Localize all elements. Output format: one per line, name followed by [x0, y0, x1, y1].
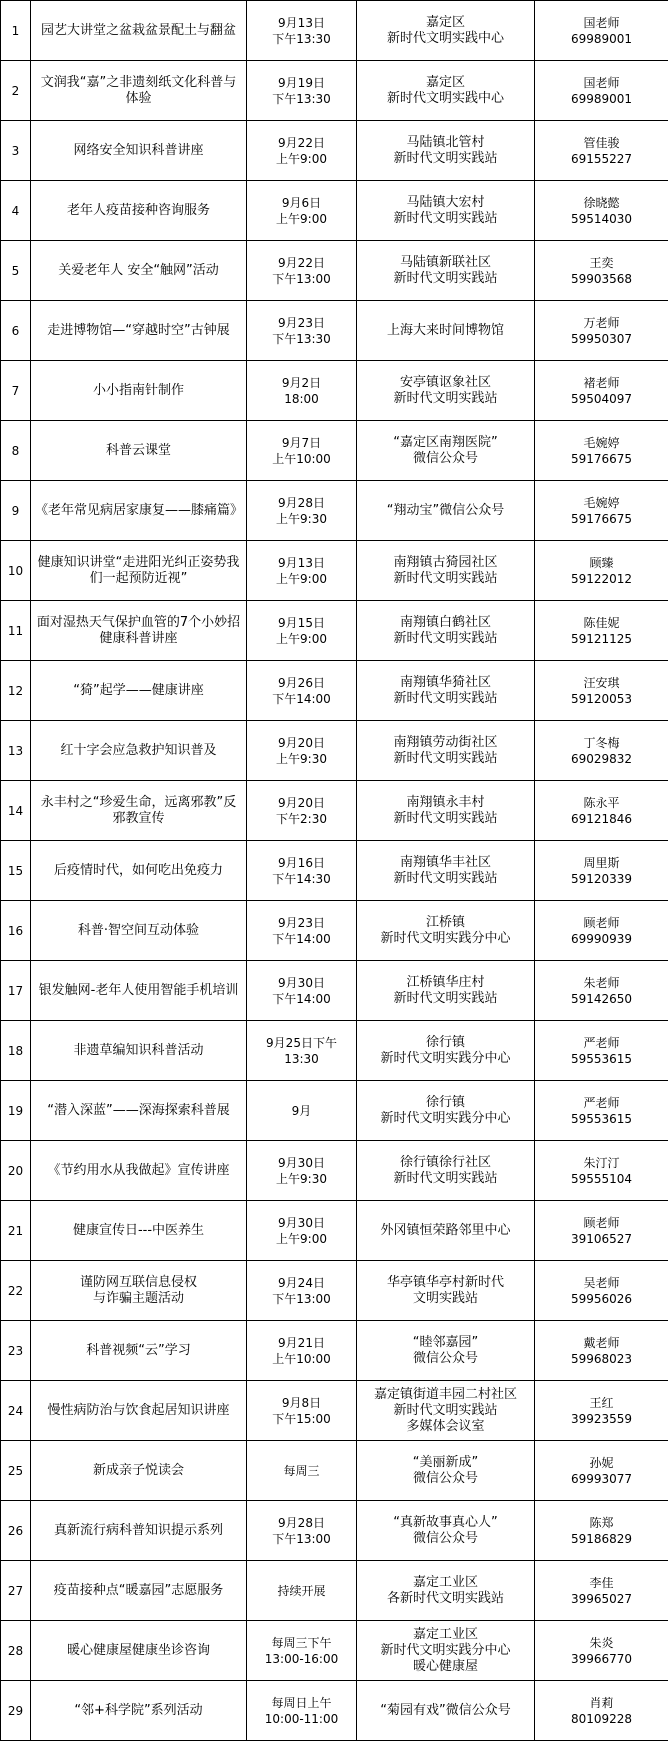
activity-location: 嘉定区 新时代文明实践中心	[357, 1, 535, 61]
activity-location: 嘉定工业区 新时代文明实践分中心 暖心健康屋	[357, 1621, 535, 1681]
table-row	[1, 241, 668, 301]
activity-time: 9月25日下午 13:30	[247, 1021, 357, 1081]
activity-name: 科普·智空间互动体验	[31, 901, 247, 961]
row-number: 16	[1, 901, 31, 961]
activity-name: 谨防网互联信息侵权 与诈骗主题活动	[31, 1261, 247, 1321]
row-number: 14	[1, 781, 31, 841]
activity-name: 非遗草编知识科普活动	[31, 1021, 247, 1081]
activity-time: 9月20日 上午9:30	[247, 721, 357, 781]
table-row	[1, 301, 668, 361]
contact-person: 严老师 59553615	[535, 1081, 668, 1141]
contact-person: 陈佳妮 59121125	[535, 601, 668, 661]
row-number: 2	[1, 61, 31, 121]
activity-time: 9月20日 下午2:30	[247, 781, 357, 841]
activity-location: 嘉定镇街道丰园二村社区 新时代文明实践站 多媒体会议室	[357, 1381, 535, 1441]
table-row	[1, 841, 668, 901]
table-row	[1, 1681, 668, 1741]
table-row	[1, 181, 668, 241]
row-number: 11	[1, 601, 31, 661]
row-number: 26	[1, 1501, 31, 1561]
table-row	[1, 601, 668, 661]
activity-location: 江桥镇华庄村 新时代文明实践站	[357, 961, 535, 1021]
activity-time: 9月13日 下午13:30	[247, 1, 357, 61]
row-number: 3	[1, 121, 31, 181]
activity-name: 永丰村之“珍爱生命，远离邪教”反邪教宣传	[31, 781, 247, 841]
activity-name: “猗”起学——健康讲座	[31, 661, 247, 721]
row-number: 10	[1, 541, 31, 601]
activity-location: 徐行镇徐行社区 新时代文明实践站	[357, 1141, 535, 1201]
contact-person: 朱炎 39966770	[535, 1621, 668, 1681]
table-row	[1, 1501, 668, 1561]
activity-time: 每周三下午 13:00-16:00	[247, 1621, 357, 1681]
row-number: 21	[1, 1201, 31, 1261]
contact-person: 顾老师 39106527	[535, 1201, 668, 1261]
activity-time: 9月19日 下午13:30	[247, 61, 357, 121]
activity-location: 江桥镇 新时代文明实践分中心	[357, 901, 535, 961]
activity-name: 走进博物馆—“穿越时空”古钟展	[31, 301, 247, 361]
table-row	[1, 961, 668, 1021]
activity-location: 徐行镇 新时代文明实践分中心	[357, 1081, 535, 1141]
row-number: 22	[1, 1261, 31, 1321]
activity-location: 南翔镇永丰村 新时代文明实践站	[357, 781, 535, 841]
row-number: 1	[1, 1, 31, 61]
activity-location: 外冈镇恒荣路邻里中心	[357, 1201, 535, 1261]
table-row	[1, 661, 668, 721]
activity-location: 南翔镇白鹤社区 新时代文明实践站	[357, 601, 535, 661]
table-body	[1, 1, 668, 1741]
contact-person: 顾臻 59122012	[535, 541, 668, 601]
row-number: 25	[1, 1441, 31, 1501]
row-number: 7	[1, 361, 31, 421]
contact-person: 朱汀汀 59555104	[535, 1141, 668, 1201]
activity-location: 嘉定工业区 各新时代文明实践站	[357, 1561, 535, 1621]
contact-person: 万老师 59950307	[535, 301, 668, 361]
activity-time: 9月15日 上午9:00	[247, 601, 357, 661]
table-row	[1, 541, 668, 601]
activity-name: 新成亲子悦读会	[31, 1441, 247, 1501]
row-number: 29	[1, 1681, 31, 1741]
contact-person: 国老师 69989001	[535, 61, 668, 121]
row-number: 18	[1, 1021, 31, 1081]
activity-location: 南翔镇华丰社区 新时代文明实践站	[357, 841, 535, 901]
row-number: 17	[1, 961, 31, 1021]
activity-location: 马陆镇新联社区 新时代文明实践站	[357, 241, 535, 301]
activity-time: 9月2日 18:00	[247, 361, 357, 421]
activity-time: 9月22日 上午9:00	[247, 121, 357, 181]
contact-person: 肖莉 80109228	[535, 1681, 668, 1741]
activity-location: 嘉定区 新时代文明实践中心	[357, 61, 535, 121]
table-row	[1, 721, 668, 781]
activity-name: 关爱老年人 安全“触网”活动	[31, 241, 247, 301]
activity-location: 华亭镇华亭村新时代 文明实践站	[357, 1261, 535, 1321]
activity-name: 健康知识讲堂“走进阳光纠正姿势我们一起预防近视”	[31, 541, 247, 601]
activity-name: 老年人疫苗接种咨询服务	[31, 181, 247, 241]
contact-person: 陈郑 59186829	[535, 1501, 668, 1561]
table-row	[1, 61, 668, 121]
table-row	[1, 421, 668, 481]
activity-time: 9月28日 上午9:30	[247, 481, 357, 541]
activity-location: “嘉定区南翔医院” 微信公众号	[357, 421, 535, 481]
table-row	[1, 1561, 668, 1621]
activity-time: 9月	[247, 1081, 357, 1141]
activity-name: 科普云课堂	[31, 421, 247, 481]
activity-time: 9月28日 下午13:00	[247, 1501, 357, 1561]
contact-person: 国老师 69989001	[535, 1, 668, 61]
contact-person: 王红 39923559	[535, 1381, 668, 1441]
activity-name: “潜入深蓝”——深海探索科普展	[31, 1081, 247, 1141]
activity-time: 每周三	[247, 1441, 357, 1501]
activity-time: 9月23日 下午13:30	[247, 301, 357, 361]
activity-name: 真新流行病科普知识提示系列	[31, 1501, 247, 1561]
activity-name: 《节约用水从我做起》宣传讲座	[31, 1141, 247, 1201]
activity-time: 持续开展	[247, 1561, 357, 1621]
activity-name: 暖心健康屋健康坐诊咨询	[31, 1621, 247, 1681]
activity-time: 9月30日 下午14:00	[247, 961, 357, 1021]
activity-name: 银发触网-老年人使用智能手机培训	[31, 961, 247, 1021]
table-row	[1, 361, 668, 421]
contact-person: 汪安琪 59120053	[535, 661, 668, 721]
activity-name: 网络安全知识科普讲座	[31, 121, 247, 181]
activity-time: 9月30日 上午9:30	[247, 1141, 357, 1201]
row-number: 28	[1, 1621, 31, 1681]
contact-person: 李佳 39965027	[535, 1561, 668, 1621]
table-row	[1, 1, 668, 61]
contact-person: 吴老师 59956026	[535, 1261, 668, 1321]
contact-person: 孙妮 69993077	[535, 1441, 668, 1501]
row-number: 27	[1, 1561, 31, 1621]
activity-name: “邻+科学院”系列活动	[31, 1681, 247, 1741]
table-row	[1, 1261, 668, 1321]
activity-location: 马陆镇北管村 新时代文明实践站	[357, 121, 535, 181]
row-number: 19	[1, 1081, 31, 1141]
contact-person: 陈永平 69121846	[535, 781, 668, 841]
activity-location: 南翔镇华猗社区 新时代文明实践站	[357, 661, 535, 721]
table-row	[1, 1201, 668, 1261]
row-number: 20	[1, 1141, 31, 1201]
activity-location: 安亭镇讴象社区 新时代文明实践站	[357, 361, 535, 421]
contact-person: 丁冬梅 69029832	[535, 721, 668, 781]
row-number: 4	[1, 181, 31, 241]
table-row	[1, 121, 668, 181]
contact-person: 朱老师 59142650	[535, 961, 668, 1021]
table-row	[1, 481, 668, 541]
activity-location: “翔动宝”微信公众号	[357, 481, 535, 541]
contact-person: 戴老师 59968023	[535, 1321, 668, 1381]
row-number: 5	[1, 241, 31, 301]
activity-name: 后疫情时代，如何吃出免疫力	[31, 841, 247, 901]
activity-time: 9月22日 下午13:00	[247, 241, 357, 301]
row-number: 9	[1, 481, 31, 541]
activity-name: 疫苗接种点“暖嘉园”志愿服务	[31, 1561, 247, 1621]
activity-time: 9月16日 下午14:30	[247, 841, 357, 901]
table-row	[1, 1021, 668, 1081]
row-number: 6	[1, 301, 31, 361]
activity-location: 南翔镇古猗园社区 新时代文明实践站	[357, 541, 535, 601]
activity-name: 《老年常见病居家康复——膝痛篇》	[31, 481, 247, 541]
activity-name: 科普视频“云”学习	[31, 1321, 247, 1381]
activity-time: 9月23日 下午14:00	[247, 901, 357, 961]
activity-time: 9月8日 下午15:00	[247, 1381, 357, 1441]
row-number: 24	[1, 1381, 31, 1441]
row-number: 15	[1, 841, 31, 901]
activity-name: 红十字会应急救护知识普及	[31, 721, 247, 781]
contact-person: 褚老师 59504097	[535, 361, 668, 421]
activity-name: 小小指南针制作	[31, 361, 247, 421]
contact-person: 王奕 59903568	[535, 241, 668, 301]
activity-time: 每周日上午 10:00-11:00	[247, 1681, 357, 1741]
table-row	[1, 1441, 668, 1501]
activity-name: 面对湿热天气保护血管的7个小妙招健康科普讲座	[31, 601, 247, 661]
activity-location: “睦邻嘉园” 微信公众号	[357, 1321, 535, 1381]
activity-time: 9月24日 下午13:00	[247, 1261, 357, 1321]
row-number: 12	[1, 661, 31, 721]
activity-time: 9月7日 上午10:00	[247, 421, 357, 481]
contact-person: 徐晓懿 59514030	[535, 181, 668, 241]
contact-person: 周里斯 59120339	[535, 841, 668, 901]
contact-person: 严老师 59553615	[535, 1021, 668, 1081]
activity-name: 慢性病防治与饮食起居知识讲座	[31, 1381, 247, 1441]
table-row	[1, 1621, 668, 1681]
table-row	[1, 1081, 668, 1141]
activity-location: “真新故事真心人” 微信公众号	[357, 1501, 535, 1561]
activity-location: 上海大来时间博物馆	[357, 301, 535, 361]
contact-person: 毛婉婷 59176675	[535, 421, 668, 481]
activity-location: 马陆镇大宏村 新时代文明实践站	[357, 181, 535, 241]
contact-person: 毛婉婷 59176675	[535, 481, 668, 541]
activity-time: 9月6日 上午9:00	[247, 181, 357, 241]
activity-name: 健康宣传日---中医养生	[31, 1201, 247, 1261]
contact-person: 顾老师 69990939	[535, 901, 668, 961]
activity-time: 9月21日 上午10:00	[247, 1321, 357, 1381]
table-row	[1, 901, 668, 961]
contact-person: 管佳骏 69155227	[535, 121, 668, 181]
row-number: 23	[1, 1321, 31, 1381]
activity-location: 南翔镇劳动街社区 新时代文明实践站	[357, 721, 535, 781]
activity-time: 9月30日 上午9:00	[247, 1201, 357, 1261]
activity-location: “菊园有戏”微信公众号	[357, 1681, 535, 1741]
table-row	[1, 1321, 668, 1381]
activity-name: 文润我“嘉”之非遗刻纸文化科普与体验	[31, 61, 247, 121]
table-row	[1, 1381, 668, 1441]
row-number: 13	[1, 721, 31, 781]
activity-location: 徐行镇 新时代文明实践分中心	[357, 1021, 535, 1081]
table-row	[1, 781, 668, 841]
activity-time: 9月13日 上午9:00	[247, 541, 357, 601]
table-row	[1, 1141, 668, 1201]
row-number: 8	[1, 421, 31, 481]
activity-location: “美丽新成” 微信公众号	[357, 1441, 535, 1501]
activity-name: 园艺大讲堂之盆栽盆景配土与翻盆	[31, 1, 247, 61]
activity-time: 9月26日 下午14:00	[247, 661, 357, 721]
